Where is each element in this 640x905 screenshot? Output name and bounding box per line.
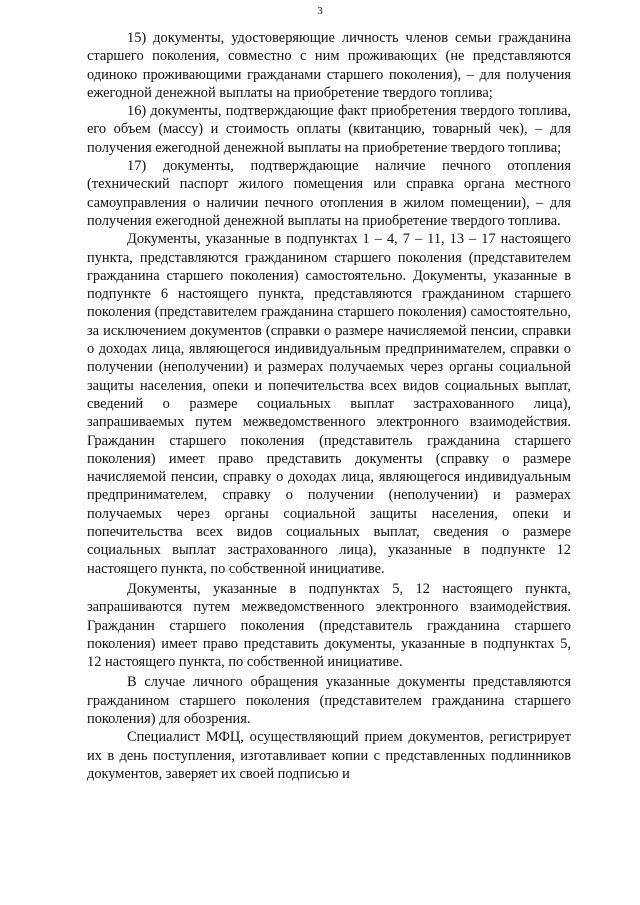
paragraph-documents-self-submitted: Документы, указанные в подпунктах 1 – 4, 7 – 11, 13 – 17 настоящего пункта, представляются гражданином старшего поколения (представителем гражданина старшего поколения) самостоятельно. Документы, указанные в подпункте 6 настоящего пункта, представляются гражданином старшего поколения (представителем гражданина старшего поколения) самостоятельно, за исключением документов (справки о размере начисляемой пенсии, справки о доходах лица, являющегося индивидуальным предпринимателем, справки о получении (неполучении) и размерах получаемых через органы социальной защиты населения, опеки и попечительства всех видов социальных выплат, сведений о размере социальных выплат застрахованного лица), запрашиваемых путем межведомственного электронного взаимодействия. Гражданин старшего поколения (представитель гражданина старшего поколения) имеет право представить документы (справку о размере начисляемой пенсии, справку о доходах лица, являющегося индивидуальным предпринимателем, справку о получении (неполучении) и размерах получаемых через органы социальной защиты населения, опеки и попечительства всех видов социальных выплат, сведения о размере социальных выплат застрахованного лица), указанные в подпункте 12 настоящего пункта, по собственной инициативе. xyxy=(87,231,571,577)
paragraph-personal-visit: В случае личного обращения указанные документы представляются гражданином старшего поколения (представителем гражданина старшего поколения) для обозрения. xyxy=(87,674,571,727)
paragraph-item-15: 15) документы, удостоверяющие личность членов семьи гражданина старшего поколения, совместно с ним проживающих (не представляются одиноко проживающими гражданами старшего поколения), – для получения ежегодной денежной выплаты на приобретение твердого топлива; xyxy=(87,30,571,101)
paragraph-documents-requested: Документы, указанные в подпунктах 5, 12 настоящего пункта, запрашиваются путем межведомственного электронного взаимодействия. Гражданин старшего поколения (представитель гражданина старшего поколения) имеет право представить документы, указанные в подпунктах 5, 12 настоящего пункта, по собственной инициативе. xyxy=(87,580,571,671)
document-body xyxy=(87,29,571,783)
paragraph-mfc-specialist: Специалист МФЦ, осуществляющий прием документов, регистрирует их в день поступления, изготавливает копии с представленных подлинников документов, заверяет их своей подписью и xyxy=(87,729,571,782)
page-number: 3 xyxy=(317,5,323,17)
paragraph-item-16: 16) документы, подтверждающие факт приобретения твердого топлива, его объем (массу) и стоимость оплаты (квитанцию, товарный чек), – для получения ежегодной денежной выплаты на приобретение твердого топлива; xyxy=(87,103,571,156)
paragraph-item-17: 17) документы, подтверждающие наличие печного отопления (технический паспорт жилого помещения или справка органа местного самоуправления о наличии печного отопления в жилом помещении), – для получения ежегодной денежной выплаты на приобретение твердого топлива. xyxy=(87,158,571,229)
